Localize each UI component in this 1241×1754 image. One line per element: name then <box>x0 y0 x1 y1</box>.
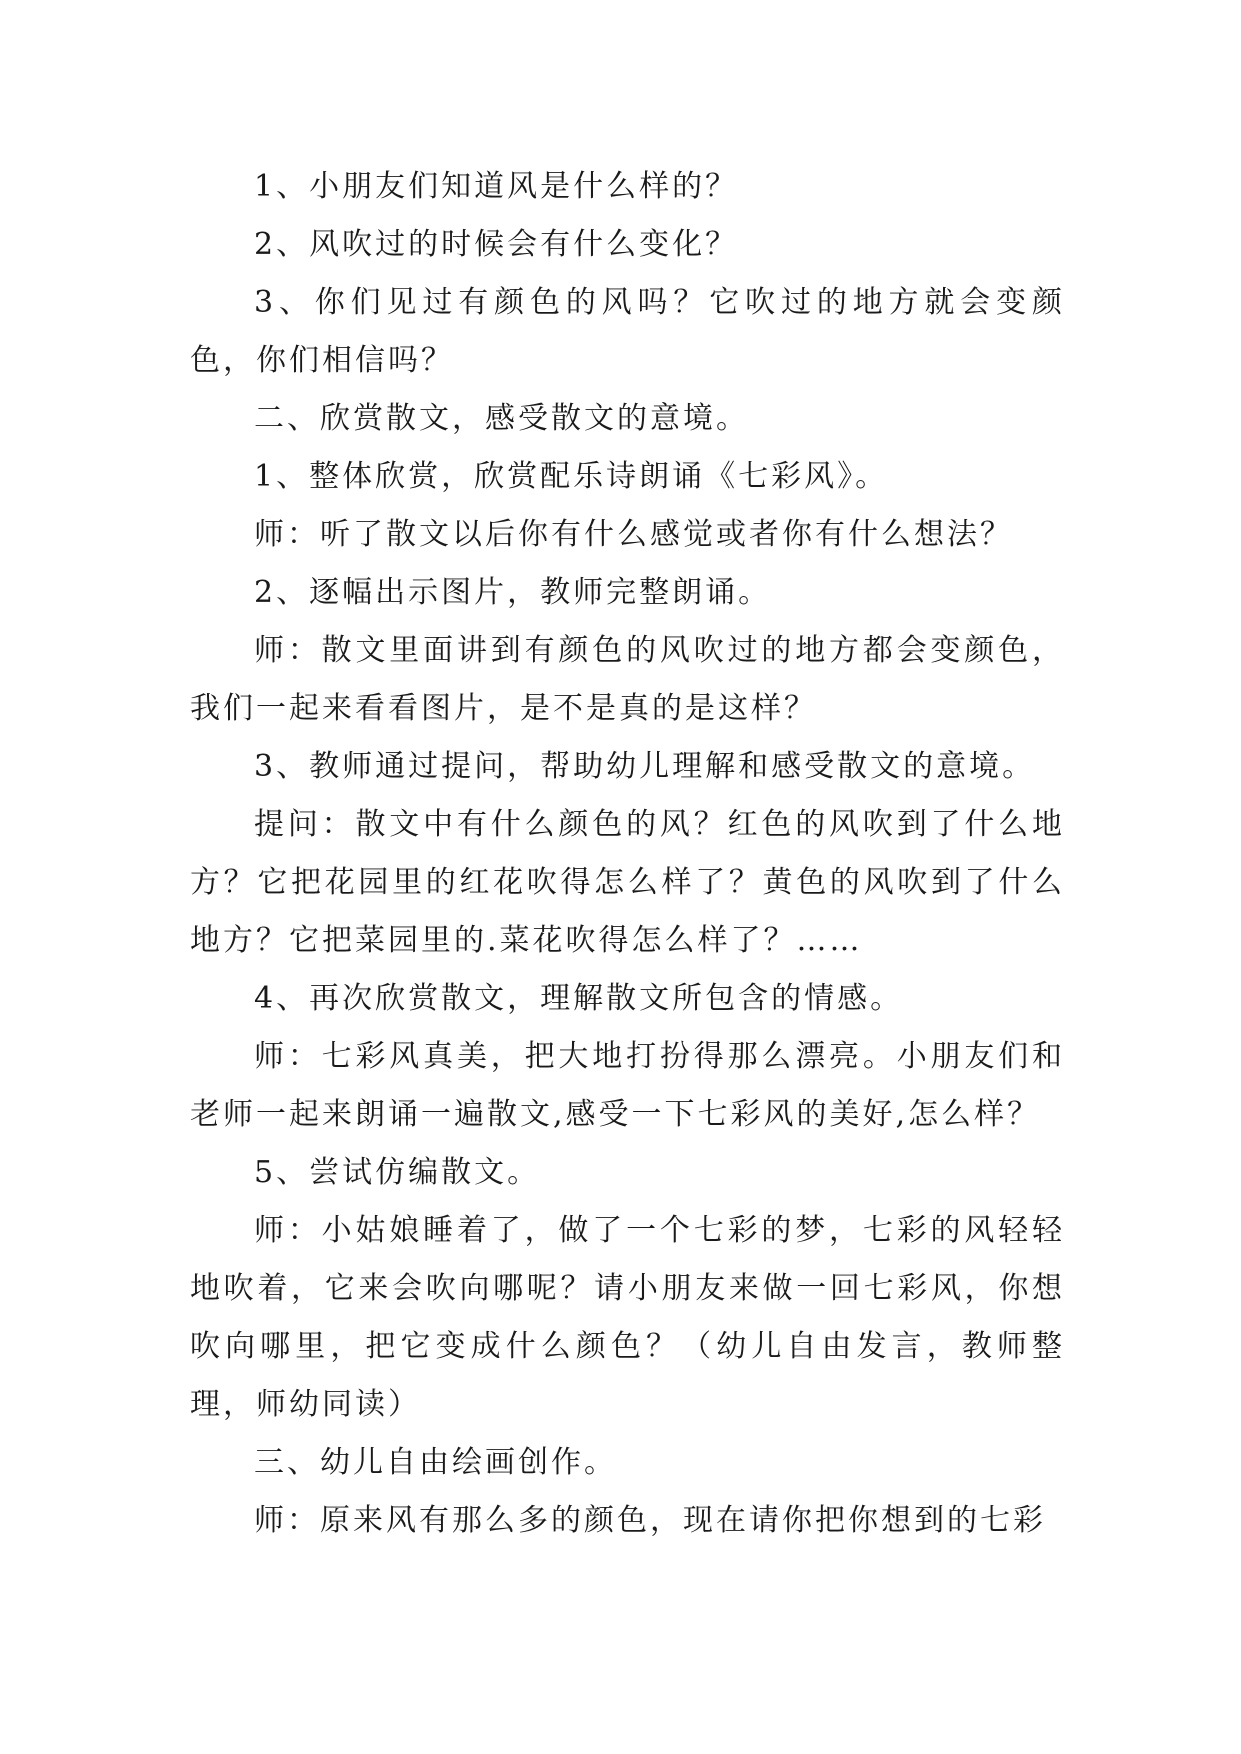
step-4: 4、再次欣赏散文，理解散文所包含的情感。 <box>254 981 904 1016</box>
teacher-line-5: 师：原来风有那么多的颜色，现在请你把你想到的七彩 <box>254 1503 1046 1538</box>
step-3: 3、教师通过提问，帮助幼儿理解和感受散文的意境。 <box>254 749 1036 784</box>
question-1: 1、小朋友们知道风是什么样的？ <box>254 169 739 204</box>
section-heading-3: 三、幼儿自由绘画创作。 <box>254 1445 617 1480</box>
document-body <box>190 158 1065 1550</box>
question-3: 3、你们见过有颜色的风吗？它吹过的地方就会变颜色，你们相信吗？ <box>190 285 1065 378</box>
teacher-line-1: 师：听了散文以后你有什么感觉或者你有什么想法？ <box>254 517 1013 552</box>
step-2: 2、逐幅出示图片，教师完整朗诵。 <box>254 575 772 610</box>
teacher-line-4: 师：小姑娘睡着了，做了一个七彩的梦，七彩的风轻轻地吹着，它来会吹向哪呢？请小朋友来做一回七彩风，你想吹向哪里，把它变成什么颜色？（幼儿自由发言，教师整理，师幼同读） <box>190 1213 1065 1422</box>
teacher-line-3: 师：七彩风真美，把大地打扮得那么漂亮。小朋友们和老师一起来朗诵一遍散文,感受一下七彩风的美好,怎么样？ <box>190 1039 1065 1132</box>
question-paragraph: 提问：散文中有什么颜色的风？红色的风吹到了什么地方？它把花园里的红花吹得怎么样了？黄色的风吹到了什么地方？它把菜园里的.菜花吹得怎么样了？…… <box>190 807 1065 958</box>
question-2: 2、风吹过的时候会有什么变化？ <box>254 227 739 262</box>
section-heading-2: 二、欣赏散文，感受散文的意境。 <box>254 401 749 436</box>
step-1: 1、整体欣赏，欣赏配乐诗朗诵《七彩风》。 <box>254 459 889 494</box>
step-5: 5、尝试仿编散文。 <box>254 1155 541 1190</box>
teacher-line-2: 师：散文里面讲到有颜色的风吹过的地方都会变颜色，我们一起来看看图片，是不是真的是这样？ <box>190 633 1065 726</box>
